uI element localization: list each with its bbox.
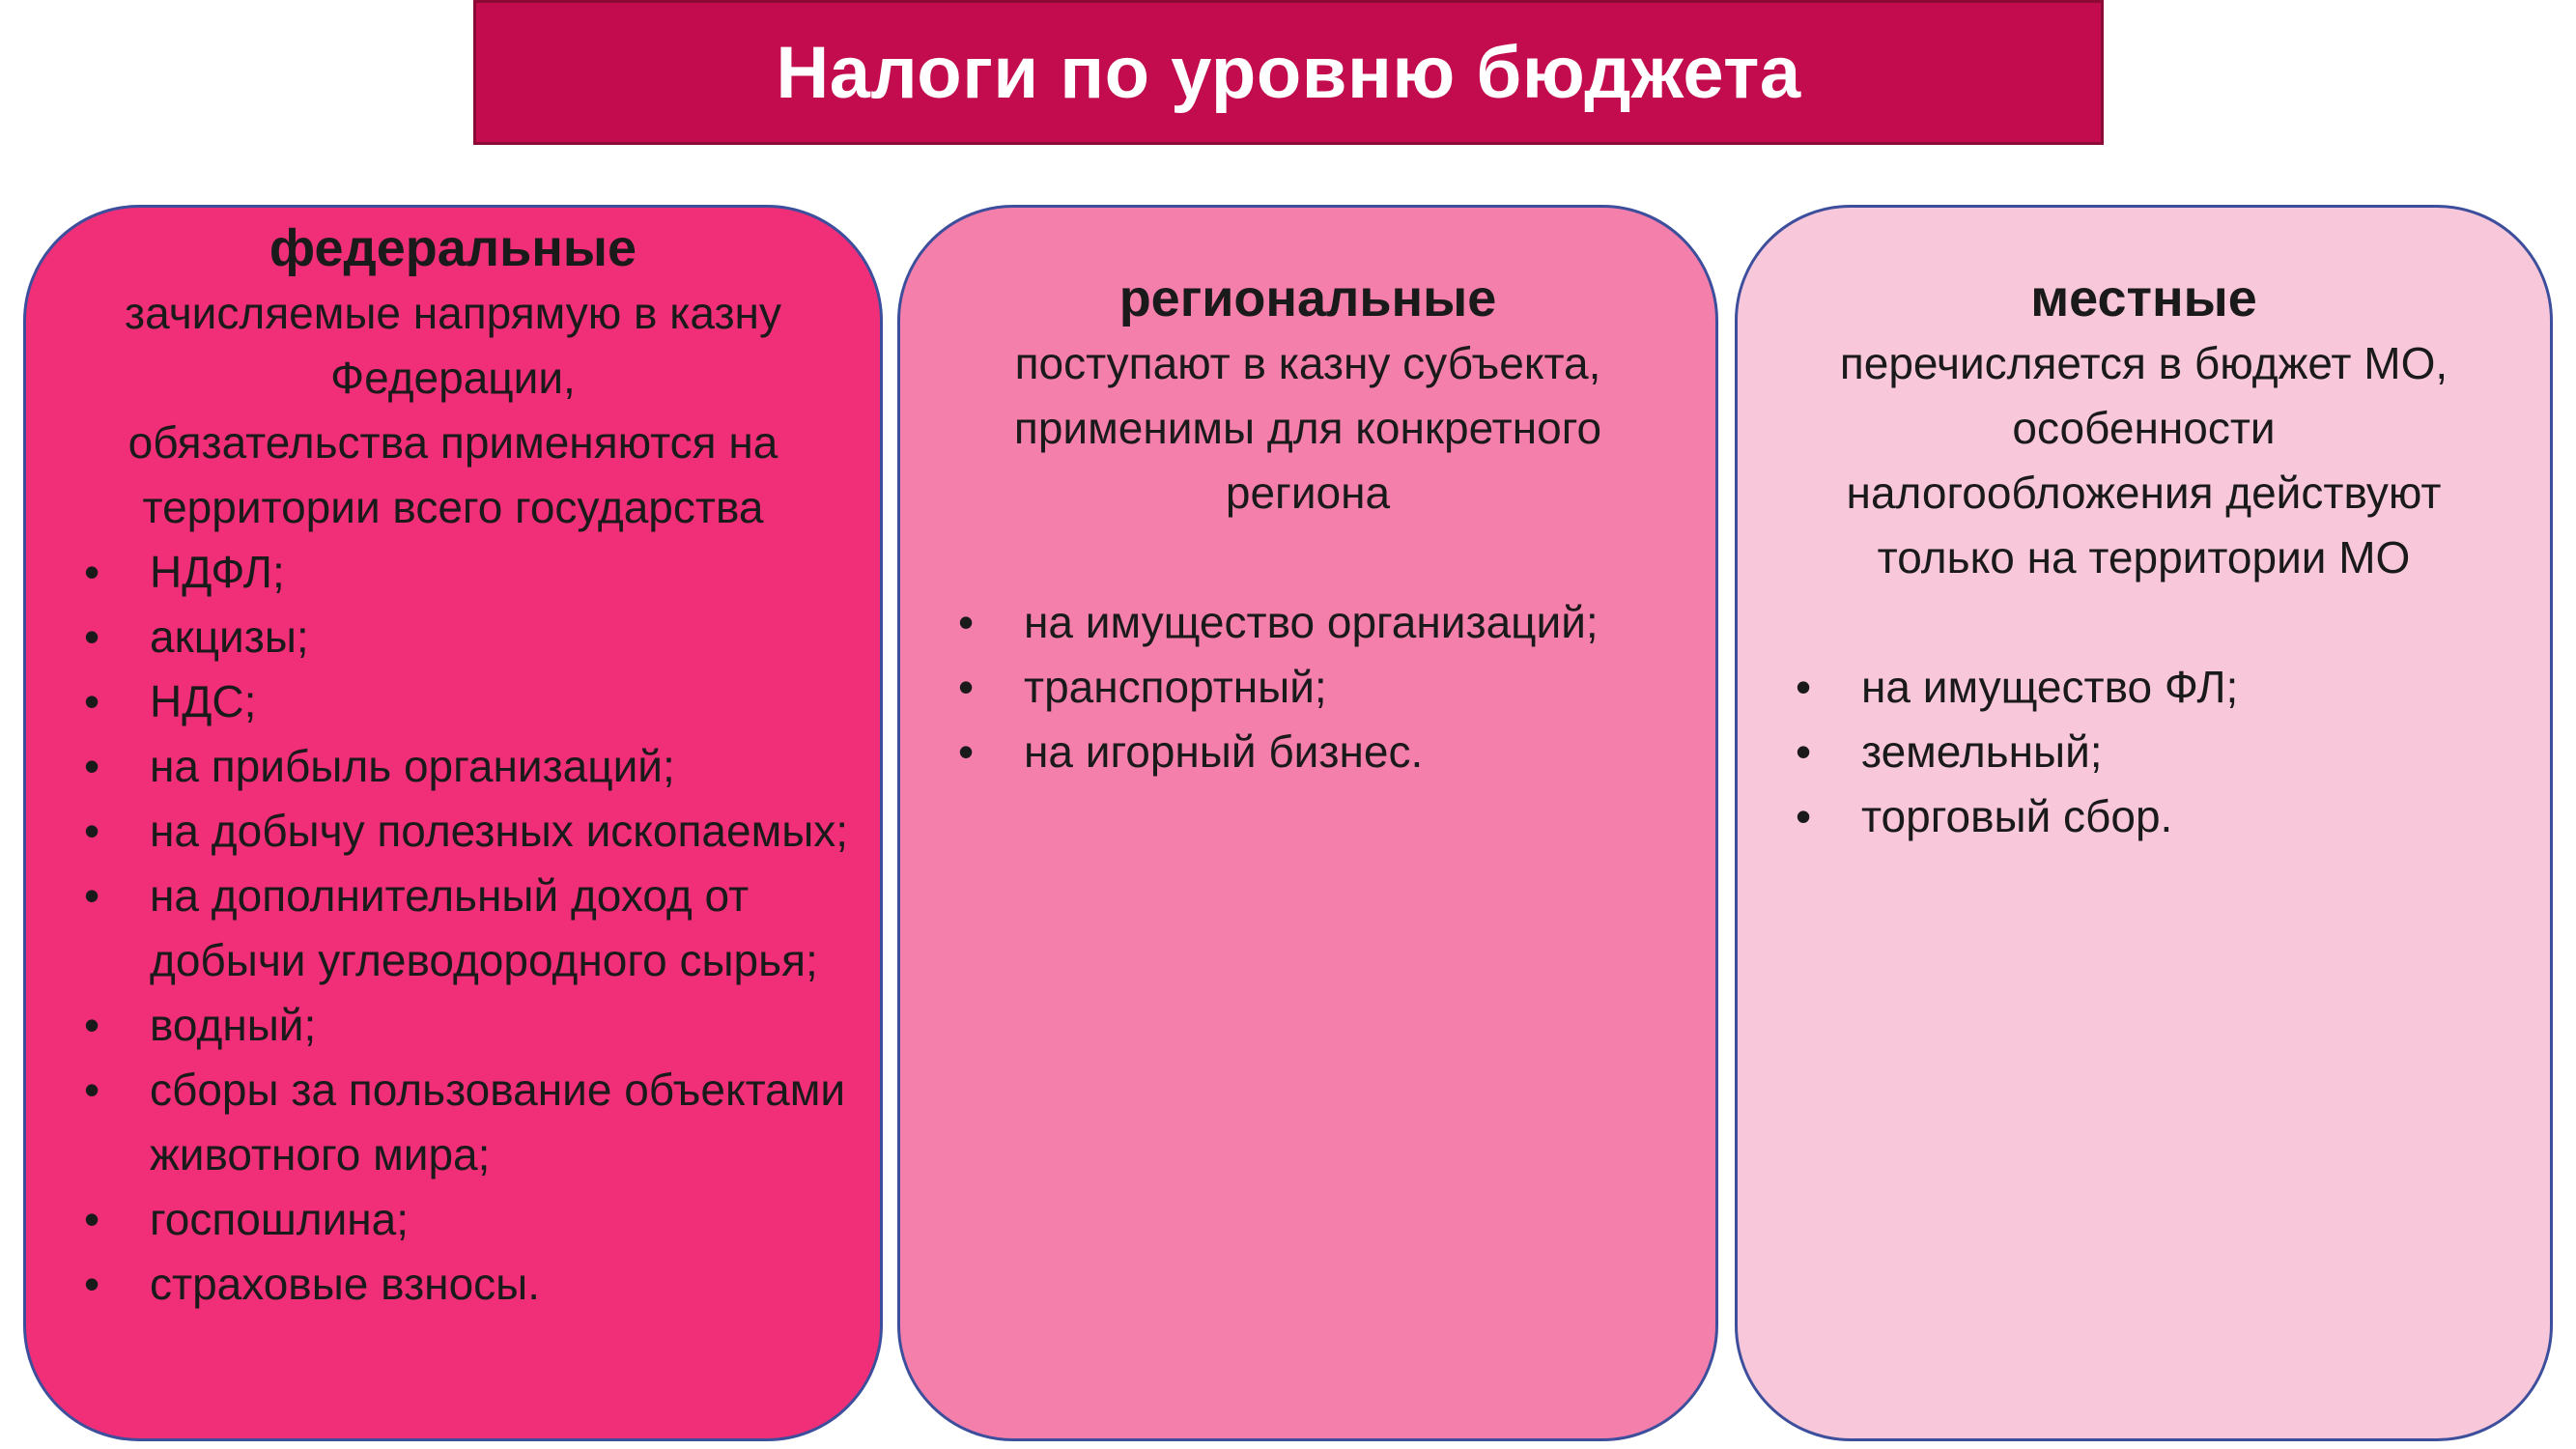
list-item: • страховые взносы. bbox=[26, 1252, 880, 1317]
federal-description-line: территории всего государства bbox=[142, 482, 764, 532]
regional-card bbox=[897, 205, 1718, 1441]
page-title: Налоги по уровню бюджета bbox=[776, 31, 1801, 114]
list-item: • на добычу полезных ископаемых; bbox=[26, 799, 880, 864]
list-item: • НДС; bbox=[26, 669, 880, 734]
federal-heading: федеральные bbox=[269, 219, 637, 277]
local-description bbox=[1738, 331, 2550, 590]
list-item: • на дополнительный доход от добычи углеводородного сырья; bbox=[26, 864, 880, 993]
regional-description bbox=[900, 331, 1715, 526]
list-item: • транспортный; bbox=[900, 655, 1715, 720]
local-description-line: только на территории МО bbox=[1877, 532, 2411, 582]
federal-card bbox=[23, 205, 883, 1441]
regional-tax-list bbox=[900, 590, 1715, 784]
local-description-line: перечисляется в бюджет МО, bbox=[1839, 338, 2449, 388]
list-item: • сборы за пользование объектами животного мира; bbox=[26, 1058, 880, 1187]
local-tax-list bbox=[1738, 655, 2550, 849]
list-item: • НДФЛ; bbox=[26, 540, 880, 605]
federal-description-line: зачисляемые напрямую в казну bbox=[125, 288, 781, 338]
local-card bbox=[1735, 205, 2553, 1441]
regional-description-line: применимы для конкретного bbox=[1013, 403, 1602, 453]
regional-description-line: поступают в казну субъекта, bbox=[1014, 338, 1601, 388]
federal-tax-list bbox=[26, 540, 880, 1317]
federal-description-line: Федерации, bbox=[330, 353, 576, 403]
spacer bbox=[1738, 590, 2550, 655]
federal-description bbox=[26, 281, 880, 540]
list-item: • на имущество организаций; bbox=[900, 590, 1715, 655]
list-item: • на имущество ФЛ; bbox=[1738, 655, 2550, 720]
federal-description-line: обязательства применяются на bbox=[127, 417, 778, 468]
regional-description-line: региона bbox=[1225, 468, 1391, 518]
local-description-line: особенности bbox=[2012, 403, 2276, 453]
list-item: • на прибыль организаций; bbox=[26, 734, 880, 799]
list-item: • госпошлина; bbox=[26, 1187, 880, 1252]
local-description-line: налогообложения действуют bbox=[1846, 468, 2442, 518]
regional-heading: региональные bbox=[1118, 270, 1497, 327]
list-item: • водный; bbox=[26, 993, 880, 1058]
spacer bbox=[900, 526, 1715, 590]
title-banner bbox=[473, 0, 2104, 145]
list-item: • торговый сбор. bbox=[1738, 784, 2550, 849]
list-item: • земельный; bbox=[1738, 720, 2550, 784]
local-heading: местные bbox=[2030, 270, 2257, 327]
list-item: • акцизы; bbox=[26, 605, 880, 669]
list-item: • на игорный бизнес. bbox=[900, 720, 1715, 784]
